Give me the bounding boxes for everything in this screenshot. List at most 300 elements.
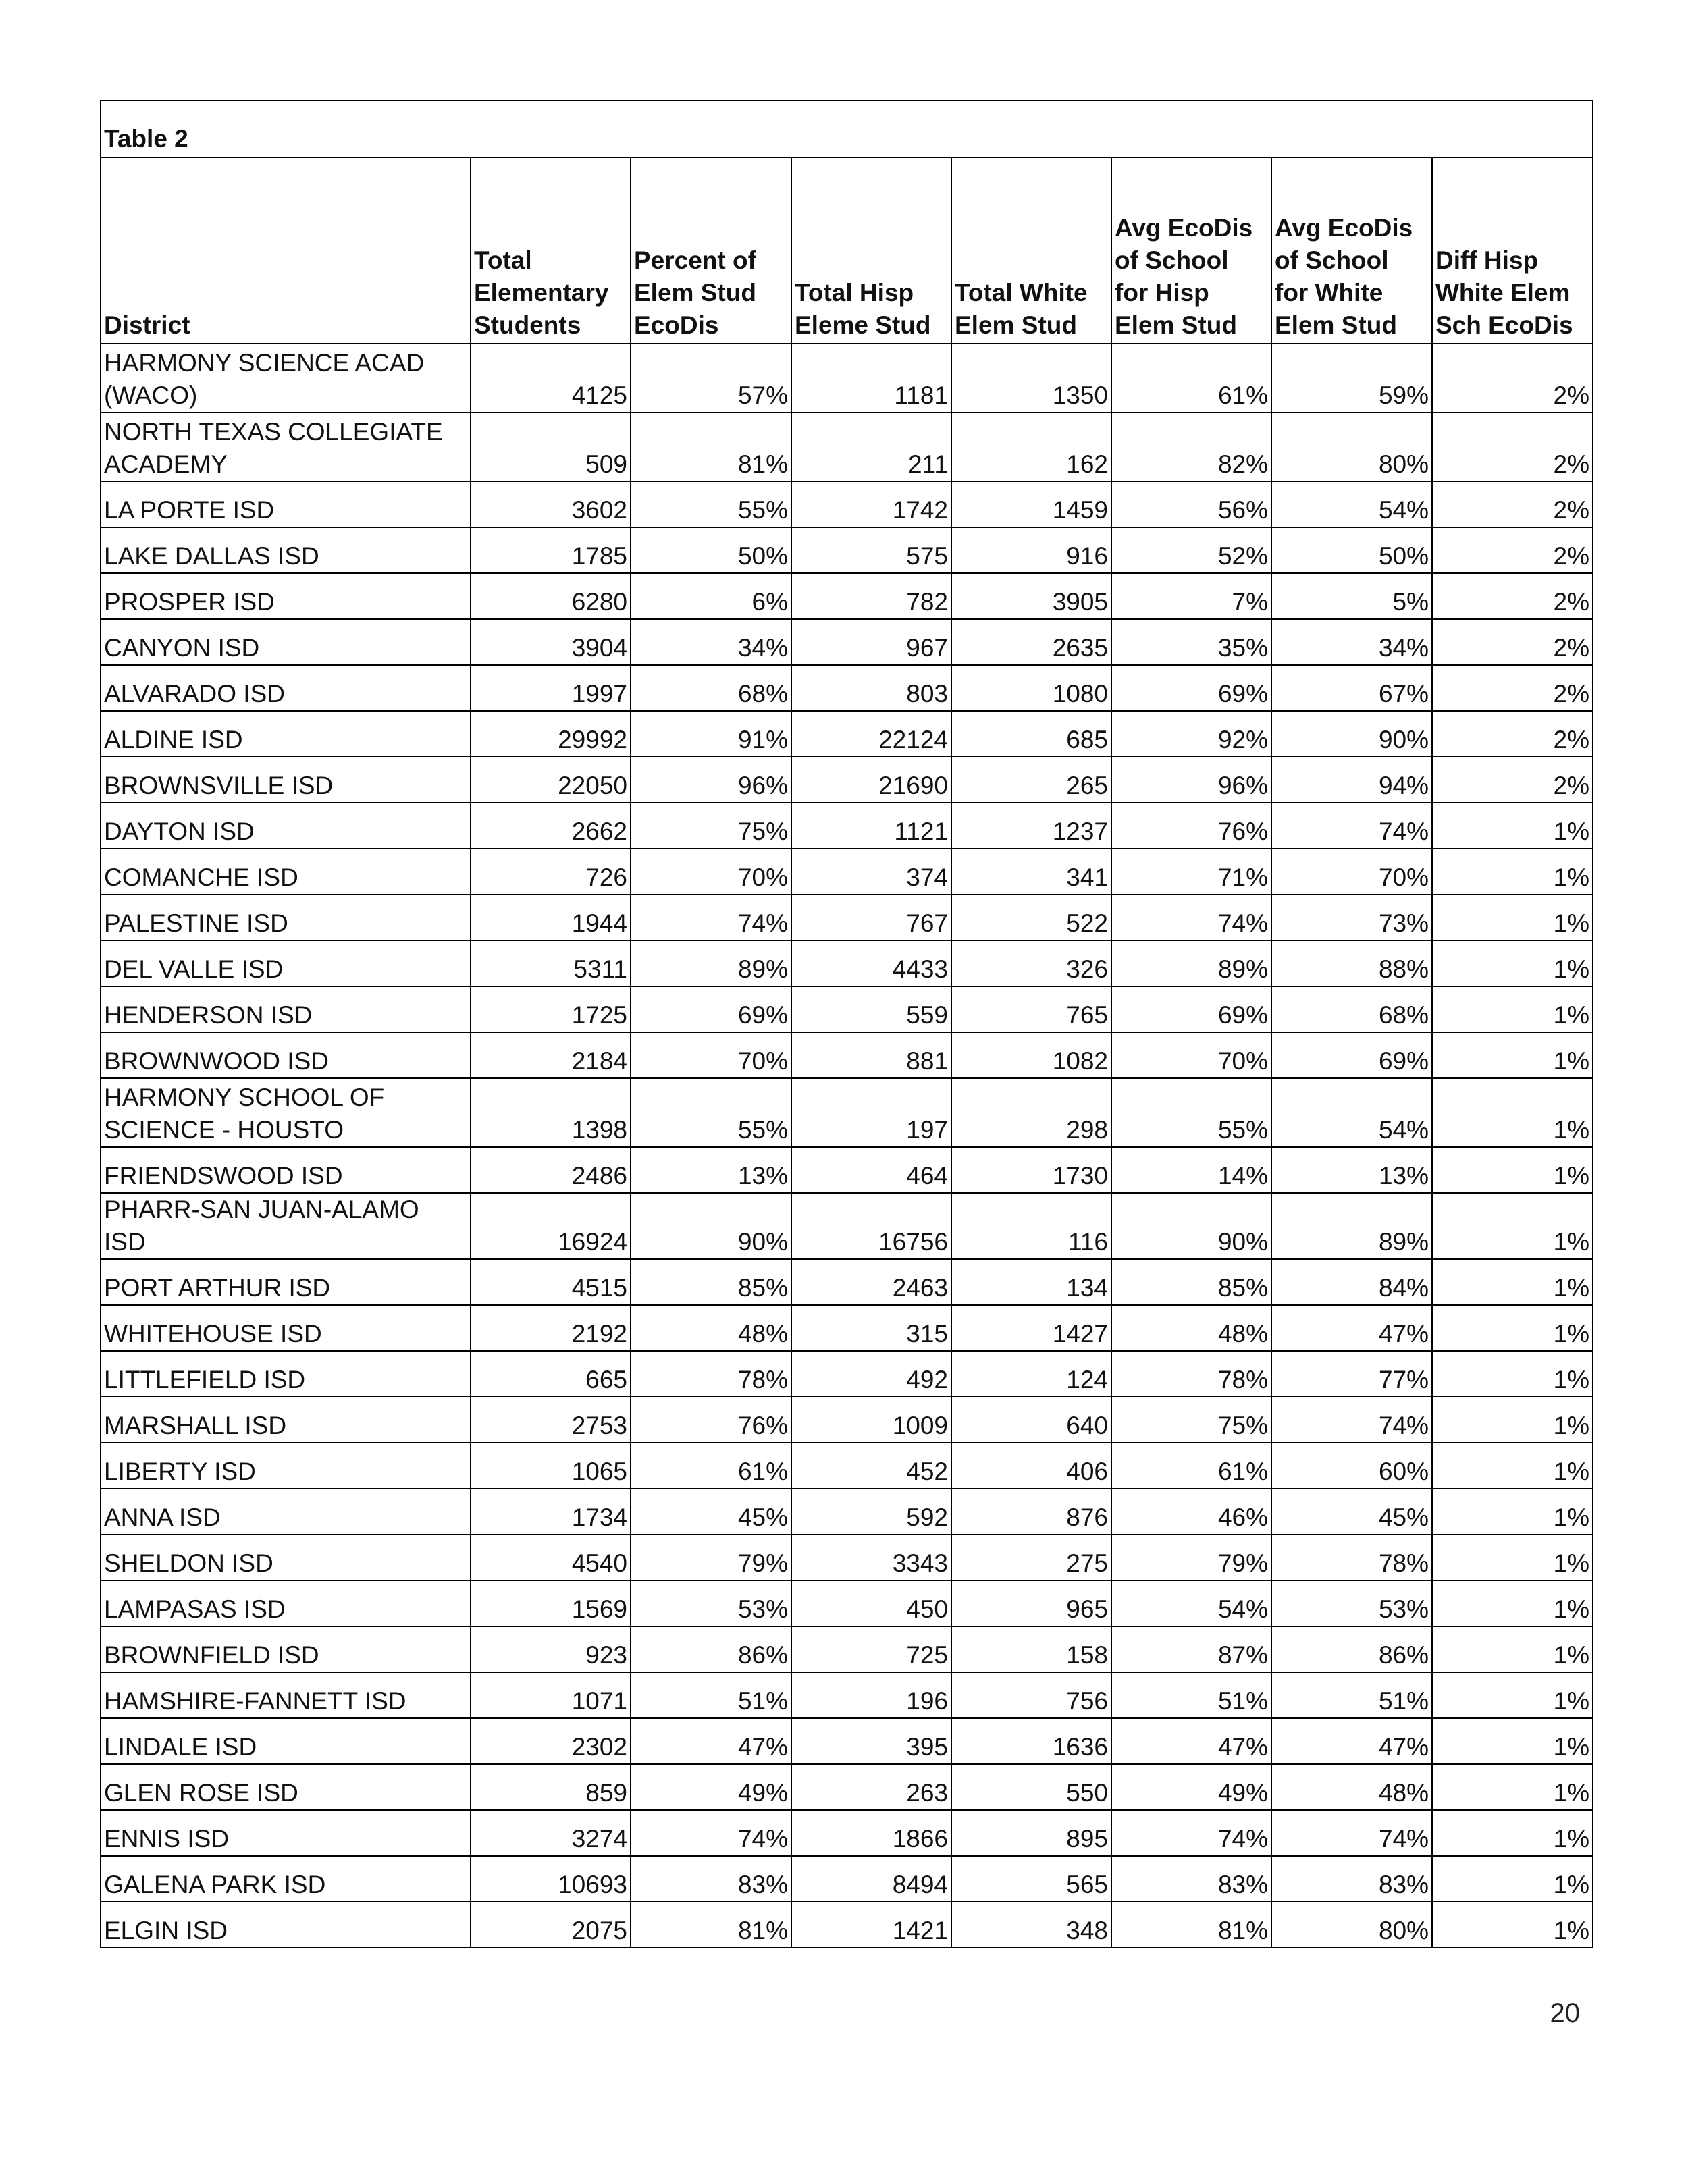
table-row (101, 940, 1593, 986)
district-name-cell: DEL VALLE ISD (101, 940, 471, 986)
district-name-cell: HENDERSON ISD (101, 986, 471, 1032)
table-cell: 50% (631, 527, 791, 573)
table-cell: 16924 (471, 1193, 631, 1259)
table-cell: 895 (951, 1810, 1111, 1856)
table-row (101, 1810, 1593, 1856)
district-name-cell: ANNA ISD (101, 1489, 471, 1535)
table-cell: 2635 (951, 619, 1111, 665)
table-cell: 1% (1432, 1489, 1593, 1535)
table-cell: 69% (1111, 986, 1271, 1032)
table-cell: 464 (791, 1147, 951, 1193)
table-row (101, 849, 1593, 895)
table-cell: 78% (1111, 1351, 1271, 1397)
table-cell: 592 (791, 1489, 951, 1535)
district-name-cell: CANYON ISD (101, 619, 471, 665)
table-cell: 725 (791, 1626, 951, 1672)
table-cell: 1% (1432, 1580, 1593, 1626)
table-cell: 85% (1111, 1259, 1271, 1305)
table-cell: 52% (1111, 527, 1271, 573)
table-cell: 22050 (471, 757, 631, 803)
table-cell: 76% (631, 1397, 791, 1443)
table-cell: 89% (631, 940, 791, 986)
table-row (101, 1032, 1593, 1078)
table-cell: 965 (951, 1580, 1111, 1626)
table-cell: 81% (631, 1902, 791, 1948)
table-row (101, 1856, 1593, 1902)
table-cell: 640 (951, 1397, 1111, 1443)
table-cell: 1% (1432, 1902, 1593, 1948)
column-header: Percent of Elem Stud EcoDis (631, 157, 791, 344)
table-cell: 54% (1271, 481, 1432, 527)
table-row (101, 573, 1593, 619)
table-cell: 134 (951, 1259, 1111, 1305)
table-cell: 341 (951, 849, 1111, 895)
table-cell: 2075 (471, 1902, 631, 1948)
table-cell: 452 (791, 1443, 951, 1489)
table-cell: 1% (1432, 1397, 1593, 1443)
table-cell: 1742 (791, 481, 951, 527)
district-name-cell: NORTH TEXAS COLLEGIATE ACADEMY (101, 412, 471, 481)
table-cell: 1% (1432, 1147, 1593, 1193)
district-name-cell: LITTLEFIELD ISD (101, 1351, 471, 1397)
table-cell: 1997 (471, 665, 631, 711)
table-cell: 1427 (951, 1305, 1111, 1351)
district-name-cell: DAYTON ISD (101, 803, 471, 849)
table-cell: 3274 (471, 1810, 631, 1856)
table-cell: 2486 (471, 1147, 631, 1193)
table-cell: 1398 (471, 1078, 631, 1147)
table-cell: 55% (631, 481, 791, 527)
table-cell: 2% (1432, 573, 1593, 619)
table-cell: 10693 (471, 1856, 631, 1902)
district-name-cell: LAMPASAS ISD (101, 1580, 471, 1626)
table-row (101, 1764, 1593, 1810)
district-name-cell: GALENA PARK ISD (101, 1856, 471, 1902)
district-name-cell: BROWNSVILLE ISD (101, 757, 471, 803)
table-cell: 1944 (471, 895, 631, 940)
table-cell: 96% (1111, 757, 1271, 803)
table-row (101, 344, 1593, 412)
table-cell: 1% (1432, 1351, 1593, 1397)
table-row (101, 1397, 1593, 1443)
table-cell: 4433 (791, 940, 951, 986)
table-cell: 1636 (951, 1718, 1111, 1764)
table-cell: 89% (1111, 940, 1271, 986)
table-cell: 47% (631, 1718, 791, 1764)
table-cell: 5% (1271, 573, 1432, 619)
table-row (101, 1305, 1593, 1351)
table-cell: 55% (631, 1078, 791, 1147)
table-cell: 53% (1271, 1580, 1432, 1626)
table-cell: 49% (631, 1764, 791, 1810)
district-name-cell: BROWNWOOD ISD (101, 1032, 471, 1078)
column-header: District (101, 157, 471, 344)
table-cell: 803 (791, 665, 951, 711)
district-name-cell: ENNIS ISD (101, 1810, 471, 1856)
page-number: 20 (1550, 1998, 1580, 2028)
table-cell: 1734 (471, 1489, 631, 1535)
district-name-cell: PORT ARTHUR ISD (101, 1259, 471, 1305)
table-row (101, 527, 1593, 573)
table-cell: 756 (951, 1672, 1111, 1718)
table-cell: 1350 (951, 344, 1111, 412)
table-cell: 55% (1111, 1078, 1271, 1147)
table-cell: 1% (1432, 1443, 1593, 1489)
table-cell: 77% (1271, 1351, 1432, 1397)
table-cell: 1569 (471, 1580, 631, 1626)
table-cell: 492 (791, 1351, 951, 1397)
table-cell: 47% (1111, 1718, 1271, 1764)
table-cell: 70% (631, 1032, 791, 1078)
table-cell: 49% (1111, 1764, 1271, 1810)
table-cell: 967 (791, 619, 951, 665)
table-cell: 4125 (471, 344, 631, 412)
table-cell: 45% (631, 1489, 791, 1535)
table-cell: 916 (951, 527, 1111, 573)
table-row (101, 1672, 1593, 1718)
table-cell: 1% (1432, 1535, 1593, 1580)
table-row (101, 1489, 1593, 1535)
table-cell: 68% (1271, 986, 1432, 1032)
table-row (101, 1902, 1593, 1948)
table-cell: 2% (1432, 757, 1593, 803)
table-cell: 2% (1432, 711, 1593, 757)
district-name-cell: LINDALE ISD (101, 1718, 471, 1764)
district-name-cell: HARMONY SCIENCE ACAD (WACO) (101, 344, 471, 412)
table-cell: 1% (1432, 1856, 1593, 1902)
table-cell: 76% (1111, 803, 1271, 849)
district-name-cell: PROSPER ISD (101, 573, 471, 619)
district-name-cell: ELGIN ISD (101, 1902, 471, 1948)
table-cell: 2% (1432, 412, 1593, 481)
table-cell: 7% (1111, 573, 1271, 619)
table-cell: 74% (1111, 895, 1271, 940)
table-cell: 1785 (471, 527, 631, 573)
table-cell: 1121 (791, 803, 951, 849)
table-cell: 71% (1111, 849, 1271, 895)
table-cell: 1% (1432, 1193, 1593, 1259)
district-name-cell: LA PORTE ISD (101, 481, 471, 527)
district-ecodis-table (100, 100, 1593, 1948)
table-cell: 1% (1432, 1764, 1593, 1810)
table-cell: 4540 (471, 1535, 631, 1580)
table-cell: 6280 (471, 573, 631, 619)
table-cell: 575 (791, 527, 951, 573)
table-cell: 74% (1271, 1810, 1432, 1856)
table-cell: 1% (1432, 1810, 1593, 1856)
table-cell: 79% (1111, 1535, 1271, 1580)
table-cell: 29992 (471, 711, 631, 757)
table-cell: 923 (471, 1626, 631, 1672)
table-cell: 90% (631, 1193, 791, 1259)
table-cell: 6% (631, 573, 791, 619)
column-header: Avg EcoDis of School for Hisp Elem Stud (1111, 157, 1271, 344)
table-row (101, 895, 1593, 940)
table-row (101, 1147, 1593, 1193)
table-cell: 1% (1432, 1672, 1593, 1718)
table-cell: 51% (1111, 1672, 1271, 1718)
table-cell: 89% (1271, 1193, 1432, 1259)
table-row (101, 986, 1593, 1032)
table-cell: 92% (1111, 711, 1271, 757)
table-cell: 54% (1111, 1580, 1271, 1626)
table-cell: 96% (631, 757, 791, 803)
table-cell: 1% (1432, 986, 1593, 1032)
table-cell: 21690 (791, 757, 951, 803)
table-cell: 881 (791, 1032, 951, 1078)
district-name-cell: WHITEHOUSE ISD (101, 1305, 471, 1351)
column-header: Total White Elem Stud (951, 157, 1111, 344)
table-cell: 83% (1271, 1856, 1432, 1902)
column-header: Total Elementary Students (471, 157, 631, 344)
table-cell: 3343 (791, 1535, 951, 1580)
table-cell: 2662 (471, 803, 631, 849)
table-row (101, 1580, 1593, 1626)
table-cell: 2192 (471, 1305, 631, 1351)
table-cell: 685 (951, 711, 1111, 757)
table-cell: 61% (631, 1443, 791, 1489)
table-cell: 450 (791, 1580, 951, 1626)
table-cell: 263 (791, 1764, 951, 1810)
table-cell: 74% (631, 895, 791, 940)
table-cell: 1730 (951, 1147, 1111, 1193)
table-cell: 57% (631, 344, 791, 412)
table-cell: 48% (1271, 1764, 1432, 1810)
table-cell: 876 (951, 1489, 1111, 1535)
table-row (101, 619, 1593, 665)
table-cell: 47% (1271, 1718, 1432, 1764)
table-cell: 5311 (471, 940, 631, 986)
table-row (101, 757, 1593, 803)
table-cell: 61% (1111, 1443, 1271, 1489)
table-cell: 1237 (951, 803, 1111, 849)
column-header: Avg EcoDis of School for White Elem Stud (1271, 157, 1432, 344)
table-cell: 81% (631, 412, 791, 481)
table-cell: 1% (1432, 895, 1593, 940)
table-cell: 2% (1432, 619, 1593, 665)
table-cell: 1% (1432, 1718, 1593, 1764)
table-cell: 509 (471, 412, 631, 481)
table-cell: 1% (1432, 1259, 1593, 1305)
table-cell: 54% (1271, 1078, 1432, 1147)
table-cell: 265 (951, 757, 1111, 803)
district-name-cell: PALESTINE ISD (101, 895, 471, 940)
table-cell: 81% (1111, 1902, 1271, 1948)
table-cell: 1% (1432, 1078, 1593, 1147)
district-name-cell: LIBERTY ISD (101, 1443, 471, 1489)
table-cell: 16756 (791, 1193, 951, 1259)
table-cell: 2463 (791, 1259, 951, 1305)
table-cell: 298 (951, 1078, 1111, 1147)
table-cell: 765 (951, 986, 1111, 1032)
district-name-cell: COMANCHE ISD (101, 849, 471, 895)
table-cell: 1% (1432, 849, 1593, 895)
table-cell: 124 (951, 1351, 1111, 1397)
table-cell: 1725 (471, 986, 631, 1032)
table-body (101, 344, 1593, 1948)
table-cell: 211 (791, 412, 951, 481)
table-title: Table 2 (101, 101, 1593, 157)
table-cell: 1% (1432, 803, 1593, 849)
table-cell: 2% (1432, 344, 1593, 412)
table-cell: 67% (1271, 665, 1432, 711)
table-row (101, 1078, 1593, 1147)
table-cell: 47% (1271, 1305, 1432, 1351)
table-cell: 86% (1271, 1626, 1432, 1672)
table-cell: 315 (791, 1305, 951, 1351)
table-cell: 83% (631, 1856, 791, 1902)
table-cell: 1071 (471, 1672, 631, 1718)
table-cell: 565 (951, 1856, 1111, 1902)
district-name-cell: LAKE DALLAS ISD (101, 527, 471, 573)
table-cell: 61% (1111, 344, 1271, 412)
table-cell: 22124 (791, 711, 951, 757)
table-cell: 1459 (951, 481, 1111, 527)
table-cell: 116 (951, 1193, 1111, 1259)
table-row (101, 1351, 1593, 1397)
table-cell: 82% (1111, 412, 1271, 481)
district-name-cell: ALDINE ISD (101, 711, 471, 757)
table-cell: 45% (1271, 1489, 1432, 1535)
table-cell: 326 (951, 940, 1111, 986)
table-cell: 56% (1111, 481, 1271, 527)
table-cell: 75% (1111, 1397, 1271, 1443)
table-cell: 3905 (951, 573, 1111, 619)
table-cell: 83% (1111, 1856, 1271, 1902)
table-cell: 53% (631, 1580, 791, 1626)
table-cell: 78% (1271, 1535, 1432, 1580)
table-cell: 374 (791, 849, 951, 895)
table-cell: 84% (1271, 1259, 1432, 1305)
table-cell: 275 (951, 1535, 1111, 1580)
table-cell: 91% (631, 711, 791, 757)
table-cell: 70% (631, 849, 791, 895)
table-cell: 34% (1271, 619, 1432, 665)
column-header: Total Hisp Eleme Stud (791, 157, 951, 344)
table-cell: 1421 (791, 1902, 951, 1948)
table-cell: 2% (1432, 665, 1593, 711)
table-cell: 196 (791, 1672, 951, 1718)
table-row (101, 665, 1593, 711)
table-cell: 70% (1271, 849, 1432, 895)
table-row (101, 1626, 1593, 1672)
table-cell: 550 (951, 1764, 1111, 1810)
table-cell: 74% (1271, 1397, 1432, 1443)
table-cell: 2302 (471, 1718, 631, 1764)
table-cell: 88% (1271, 940, 1432, 986)
table-cell: 158 (951, 1626, 1111, 1672)
table-cell: 197 (791, 1078, 951, 1147)
table-row (101, 1535, 1593, 1580)
district-name-cell: SHELDON ISD (101, 1535, 471, 1580)
table-cell: 48% (631, 1305, 791, 1351)
district-name-cell: HARMONY SCHOOL OF SCIENCE - HOUSTO (101, 1078, 471, 1147)
table-cell: 94% (1271, 757, 1432, 803)
table-cell: 70% (1111, 1032, 1271, 1078)
table-cell: 48% (1111, 1305, 1271, 1351)
table-cell: 34% (631, 619, 791, 665)
table-cell: 90% (1111, 1193, 1271, 1259)
table-cell: 87% (1111, 1626, 1271, 1672)
table-cell: 2753 (471, 1397, 631, 1443)
table-row (101, 1259, 1593, 1305)
table-cell: 767 (791, 895, 951, 940)
table-cell: 559 (791, 986, 951, 1032)
data-table-container (100, 100, 1592, 1948)
table-cell: 2% (1432, 527, 1593, 573)
column-header: Diff Hisp White Elem Sch EcoDis (1432, 157, 1593, 344)
table-cell: 78% (631, 1351, 791, 1397)
table-cell: 51% (631, 1672, 791, 1718)
table-row (101, 1193, 1593, 1259)
table-cell: 395 (791, 1718, 951, 1764)
table-cell: 35% (1111, 619, 1271, 665)
table-cell: 80% (1271, 1902, 1432, 1948)
table-cell: 348 (951, 1902, 1111, 1948)
table-header-row (101, 157, 1593, 344)
district-name-cell: BROWNFIELD ISD (101, 1626, 471, 1672)
district-name-cell: HAMSHIRE-FANNETT ISD (101, 1672, 471, 1718)
table-cell: 522 (951, 895, 1111, 940)
table-cell: 2% (1432, 481, 1593, 527)
table-row (101, 711, 1593, 757)
table-cell: 406 (951, 1443, 1111, 1489)
table-cell: 74% (1271, 803, 1432, 849)
table-cell: 859 (471, 1764, 631, 1810)
table-cell: 1181 (791, 344, 951, 412)
table-cell: 8494 (791, 1856, 951, 1902)
table-cell: 1% (1432, 940, 1593, 986)
district-name-cell: ALVARADO ISD (101, 665, 471, 711)
table-cell: 782 (791, 573, 951, 619)
table-cell: 1080 (951, 665, 1111, 711)
table-cell: 74% (631, 1810, 791, 1856)
table-cell: 69% (1111, 665, 1271, 711)
table-row (101, 1443, 1593, 1489)
table-row (101, 803, 1593, 849)
table-cell: 85% (631, 1259, 791, 1305)
table-cell: 75% (631, 803, 791, 849)
table-cell: 50% (1271, 527, 1432, 573)
table-cell: 13% (1271, 1147, 1432, 1193)
table-cell: 665 (471, 1351, 631, 1397)
table-cell: 4515 (471, 1259, 631, 1305)
table-cell: 2184 (471, 1032, 631, 1078)
table-cell: 1866 (791, 1810, 951, 1856)
table-row (101, 481, 1593, 527)
table-cell: 60% (1271, 1443, 1432, 1489)
table-row (101, 1718, 1593, 1764)
district-name-cell: PHARR-SAN JUAN-ALAMO ISD (101, 1193, 471, 1259)
table-cell: 86% (631, 1626, 791, 1672)
table-cell: 1% (1432, 1032, 1593, 1078)
table-cell: 73% (1271, 895, 1432, 940)
table-cell: 1% (1432, 1305, 1593, 1351)
table-cell: 74% (1111, 1810, 1271, 1856)
table-cell: 14% (1111, 1147, 1271, 1193)
table-cell: 80% (1271, 412, 1432, 481)
table-cell: 726 (471, 849, 631, 895)
table-cell: 1009 (791, 1397, 951, 1443)
table-cell: 1% (1432, 1626, 1593, 1672)
table-cell: 79% (631, 1535, 791, 1580)
table-cell: 51% (1271, 1672, 1432, 1718)
table-cell: 3602 (471, 481, 631, 527)
table-cell: 1082 (951, 1032, 1111, 1078)
table-cell: 59% (1271, 344, 1432, 412)
table-row (101, 412, 1593, 481)
table-cell: 162 (951, 412, 1111, 481)
